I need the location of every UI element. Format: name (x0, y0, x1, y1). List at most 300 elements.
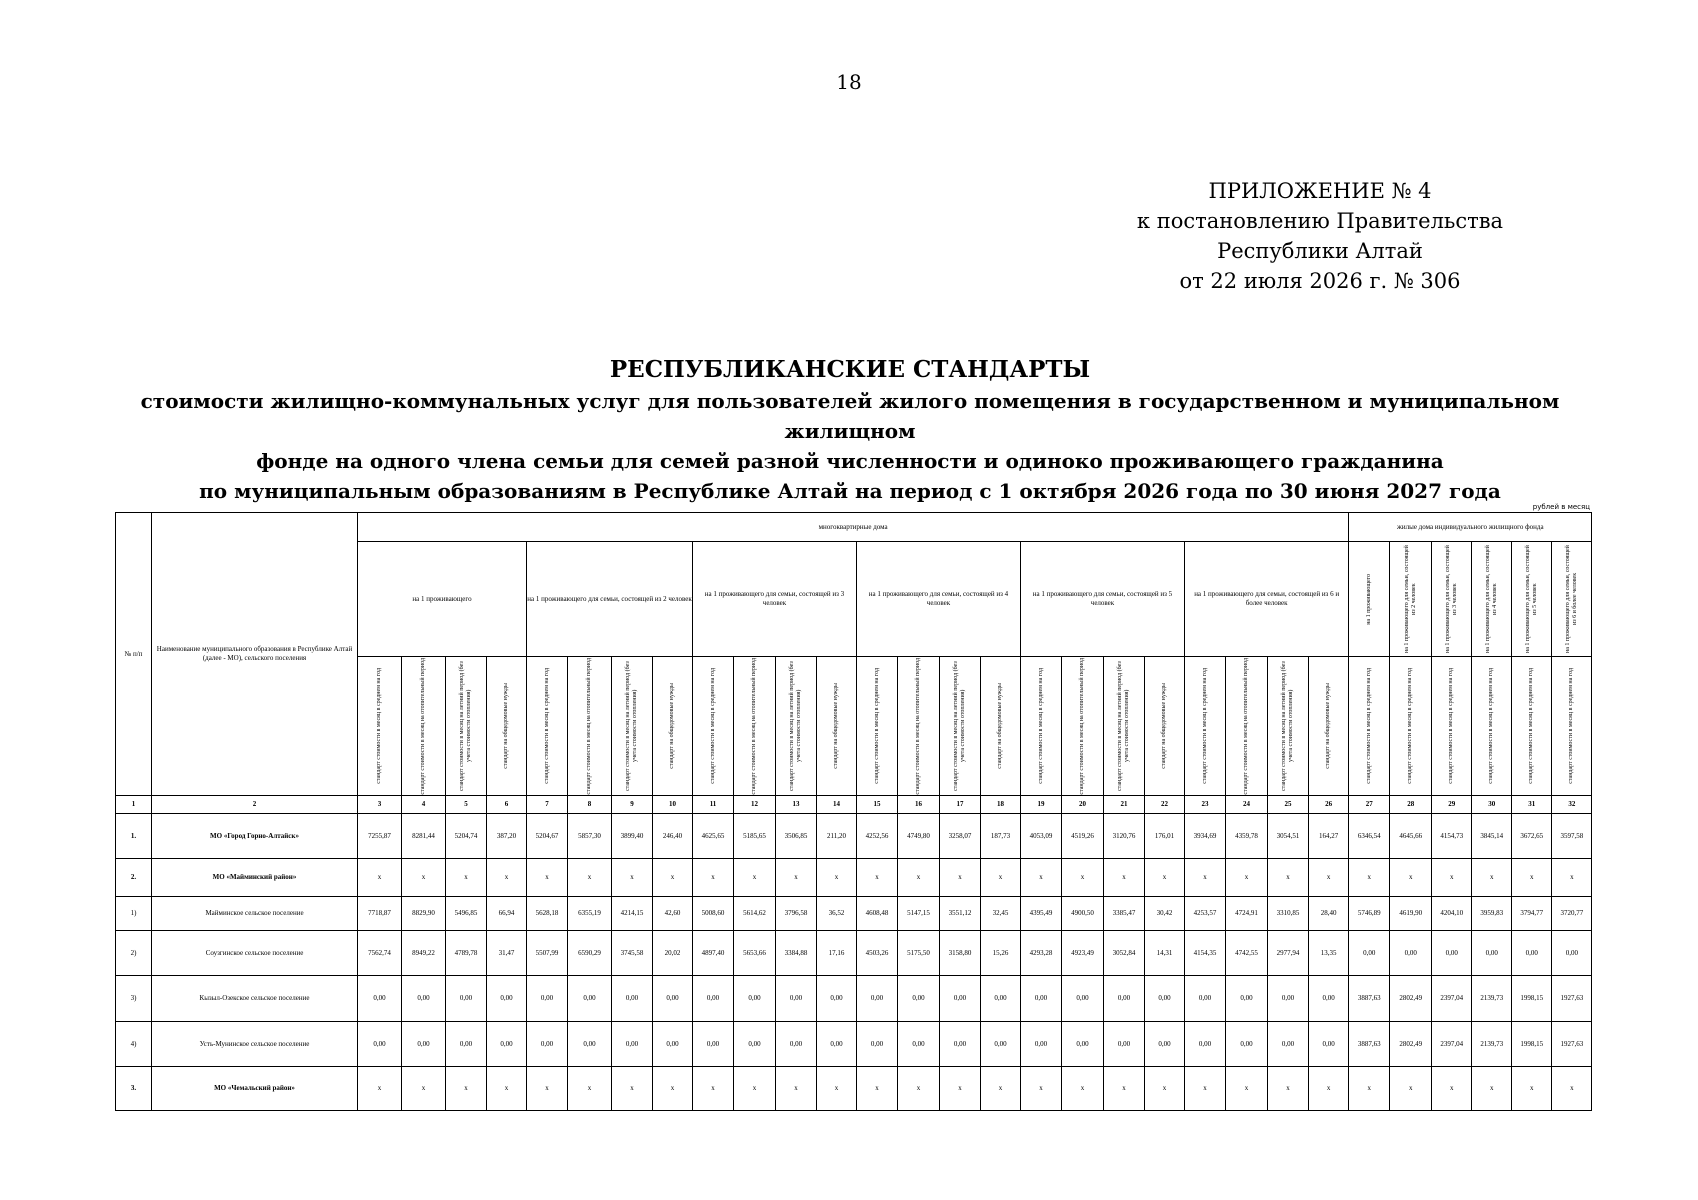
cell-value: 0,00 (1565, 948, 1578, 957)
cell-value: 0,00 (583, 994, 596, 1002)
cell-value: x (1286, 873, 1290, 881)
table-cell (1552, 897, 1592, 931)
cell-value: 387,20 (496, 831, 517, 840)
table-cell (653, 976, 693, 1022)
cell-value: 5204,67 (535, 831, 559, 840)
cell-value: 3887,63 (1357, 994, 1381, 1002)
table-cell (402, 1022, 446, 1067)
table-cell (1226, 1067, 1268, 1111)
cell-value: 0,00 (540, 1039, 554, 1048)
table-cell (358, 976, 402, 1022)
row-name: Соузгинское сельское поселение (152, 931, 358, 976)
cell-value: 1927,63 (1560, 994, 1584, 1002)
table-cell (898, 976, 940, 1022)
cell-value: 15,26 (992, 948, 1009, 957)
table-cell (612, 931, 653, 976)
cell-value: 0,00 (500, 994, 513, 1002)
cell-value: 0,00 (830, 994, 843, 1002)
table-cell (568, 931, 612, 976)
header-subcolumn-label: стандарт стоимости в месяц на летний период (без учета стоимости отопления) (625, 661, 638, 791)
cell-value: 0,00 (1363, 948, 1376, 957)
table-cell (1268, 1022, 1309, 1067)
cell-value: 0,00 (953, 994, 967, 1002)
header-group (527, 542, 693, 657)
header-num: № п/п (116, 513, 152, 796)
table-cell (1512, 897, 1552, 931)
cell-value: 4897,40 (701, 948, 725, 957)
header-subcolumn-label: стандарт стоимости в месяц в среднем на год (543, 668, 550, 784)
table-cell (940, 897, 981, 931)
header-private-group-label: на 1 проживающего для семьи, состоящей из 5 человек (1524, 545, 1538, 653)
cell-value: 0,00 (373, 994, 386, 1002)
cell-value: x (1409, 1084, 1413, 1092)
table-cell (1390, 859, 1432, 897)
header-group-label: на 1 проживающего для семьи, состоящей из 5 человек (1032, 590, 1173, 607)
cell-value: x (998, 1084, 1003, 1092)
cell-value: 3934,69 (1193, 831, 1217, 840)
header-subcolumn-label: стандарт стоимости в месяц на летний период (без учета стоимости отопления) (1117, 661, 1130, 791)
table-cell (1104, 1022, 1145, 1067)
table-cell (693, 859, 734, 897)
header-private-subcolumn (1390, 657, 1432, 796)
table-cell (817, 1022, 857, 1067)
header-subcolumn-label: стандарт на общедомовые нужды (833, 683, 839, 769)
column-number: 22 (1145, 796, 1185, 814)
cell-value: 0,00 (625, 1039, 639, 1048)
table-cell (612, 897, 653, 931)
table-cell (776, 931, 817, 976)
cell-value: 4395,49 (1029, 909, 1053, 917)
cell-value: x (794, 873, 798, 881)
cell-value: x (1570, 873, 1574, 881)
table-cell (734, 931, 776, 976)
cell-value: x (958, 1084, 962, 1092)
header-private-subcolumn (1512, 657, 1552, 796)
cell-value: 0,00 (1076, 1039, 1089, 1048)
table-cell (981, 931, 1021, 976)
column-number: 2 (152, 796, 358, 814)
cell-value: 4923,49 (1071, 948, 1094, 957)
cell-value: 0,00 (870, 994, 884, 1002)
header-subcolumn-label: стандарт стоимости в месяц на летний период (без учета стоимости отопления) (953, 661, 966, 791)
table-cell (1309, 1022, 1349, 1067)
cell-value: 0,00 (1240, 994, 1253, 1002)
cell-value: 0,00 (1445, 948, 1458, 957)
table-cell (1062, 1067, 1104, 1111)
cell-value: 0,00 (748, 1039, 761, 1048)
cell-value: 4619,90 (1399, 909, 1423, 917)
table-cell (1432, 814, 1472, 859)
row-name: МО «Майминский район» (152, 859, 358, 897)
cell-value: x (1162, 1084, 1167, 1092)
header-subcolumn (358, 657, 402, 796)
appendix-block (1100, 176, 1540, 296)
table-cell (612, 814, 653, 859)
column-number: 31 (1512, 796, 1552, 814)
cell-value: x (752, 873, 757, 881)
column-number: 11 (693, 796, 734, 814)
table-cell (1472, 859, 1512, 897)
cell-value: 0,00 (953, 1039, 967, 1048)
cell-value: 246,40 (662, 831, 683, 840)
cell-value: x (464, 873, 468, 881)
cell-value: x (630, 1084, 634, 1092)
header-subcolumn-label: стандарт на общедомовые нужды (1161, 683, 1167, 769)
table-cell (1104, 976, 1145, 1022)
cell-value: x (958, 873, 962, 881)
cell-value: x (1530, 873, 1534, 881)
header-subcolumn-label: стандарт стоимости в месяц в среднем на год (376, 668, 382, 784)
cell-value: 0,00 (789, 1039, 803, 1048)
table-cell (402, 859, 446, 897)
cell-value: 3551,12 (948, 909, 972, 917)
table-cell (1104, 931, 1145, 976)
cell-value: 2977,94 (1276, 948, 1300, 957)
header-subcolumn-label: стандарт стоимости в месяц на отопительный период (915, 657, 921, 795)
cell-value: x (1570, 1084, 1574, 1092)
column-number: 19 (1021, 796, 1062, 814)
row-name: МО «Чемальский район» (152, 1067, 358, 1111)
table-cell (1021, 814, 1062, 859)
table-cell (1145, 897, 1185, 931)
table-cell (1349, 976, 1390, 1022)
cell-value: 4053,09 (1029, 831, 1053, 840)
cell-value: 4154,73 (1440, 831, 1464, 840)
table-cell (1268, 897, 1309, 931)
header-private-group (1432, 542, 1472, 657)
cell-value: x (794, 1084, 798, 1092)
cell-value: x (1203, 1084, 1207, 1092)
cell-value: 0,00 (789, 994, 803, 1002)
cell-value: 0,00 (1281, 1039, 1295, 1048)
header-subcolumn-label: стандарт стоимости в месяц в среднем на год (1201, 668, 1208, 784)
table-cell (1185, 931, 1226, 976)
cell-value: 2139,73 (1480, 1039, 1504, 1048)
cell-value: x (1080, 1084, 1085, 1092)
cell-value: 4625,65 (701, 831, 725, 840)
header-subcolumn (1145, 657, 1185, 796)
cell-value: x (834, 873, 839, 881)
column-number: 32 (1552, 796, 1592, 814)
table-cell (1145, 814, 1185, 859)
table-cell (940, 1022, 981, 1067)
table-cell (1185, 859, 1226, 897)
cell-value: 3887,63 (1357, 1039, 1381, 1048)
cell-value: 0,00 (1240, 1039, 1253, 1048)
cell-value: x (875, 873, 879, 881)
column-number: 27 (1349, 796, 1390, 814)
header-row-1 (116, 513, 1592, 542)
header-subcolumn-label: стандарт стоимости в месяц в среднем на год (1037, 668, 1044, 784)
cell-value: 0,00 (1117, 1039, 1131, 1048)
table-cell (734, 1067, 776, 1111)
table-cell (693, 1067, 734, 1111)
table-cell (1472, 976, 1512, 1022)
cell-value: 5507,99 (535, 948, 559, 957)
header-subcolumn (940, 657, 981, 796)
cell-value: x (504, 1084, 509, 1092)
header-group (857, 542, 1021, 657)
table-cell (981, 814, 1021, 859)
cell-value: 0,00 (748, 994, 761, 1002)
table-cell (1349, 814, 1390, 859)
table-cell (981, 897, 1021, 931)
header-subcolumn-label: стандарт на общедомовые нужды (503, 683, 509, 769)
table-cell (1552, 859, 1592, 897)
table-cell (1062, 1022, 1104, 1067)
table-cell (693, 897, 734, 931)
table-cell (1104, 1067, 1145, 1111)
cell-value: 0,00 (459, 1039, 473, 1048)
title-main: РЕСПУБЛИКАНСКИЕ СТАНДАРТЫ (609, 356, 1091, 383)
table-cell (527, 931, 568, 976)
cell-value: 5204,74 (454, 831, 478, 840)
table-cell (1185, 814, 1226, 859)
header-subcolumn (1185, 657, 1226, 796)
table-row (116, 859, 1592, 897)
column-number: 16 (898, 796, 940, 814)
row-name: МО «Город Горно-Алтайск» (152, 814, 358, 859)
cell-value: x (1203, 873, 1207, 881)
header-private-group (1552, 542, 1592, 657)
table-cell (1552, 976, 1592, 1022)
cell-value: 0,00 (625, 994, 639, 1002)
header-subcolumn-label: стандарт стоимости в месяц на летний период (без учета стоимости отопления) (789, 661, 802, 791)
table-cell (776, 897, 817, 931)
table-cell (981, 859, 1021, 897)
table-cell (487, 814, 527, 859)
table-cell (446, 859, 487, 897)
table-cell (1349, 1067, 1390, 1111)
column-number: 12 (734, 796, 776, 814)
cell-value: 3158,80 (948, 948, 972, 957)
cell-value: x (875, 1084, 879, 1092)
table-cell (1390, 897, 1432, 931)
table-cell (527, 897, 568, 931)
table-cell (1390, 976, 1432, 1022)
table-cell (446, 1067, 487, 1111)
header-subcolumn-label: стандарт стоимости в месяц в среднем на год (709, 668, 716, 784)
table-cell (898, 814, 940, 859)
cell-value: x (1122, 1084, 1126, 1092)
table-cell (1145, 931, 1185, 976)
table-cell (487, 1022, 527, 1067)
cell-value: 4645,66 (1399, 831, 1423, 840)
cell-value: 0,00 (583, 1039, 596, 1048)
table-cell (358, 897, 402, 931)
cell-value: 1927,63 (1560, 1039, 1584, 1048)
table-cell (857, 814, 898, 859)
cell-value: 0,00 (540, 994, 554, 1002)
table-cell (653, 1022, 693, 1067)
cell-value: 4359,78 (1235, 831, 1258, 840)
table-cell (1432, 931, 1472, 976)
column-number: 24 (1226, 796, 1268, 814)
table-cell (358, 814, 402, 859)
cell-value: 3672,65 (1520, 831, 1544, 840)
cell-value: 5653,66 (743, 948, 766, 957)
table-cell (734, 897, 776, 931)
table-cell (734, 814, 776, 859)
cell-value: 3899,40 (620, 831, 644, 840)
table-cell (653, 931, 693, 976)
table-cell (487, 897, 527, 931)
cell-value: x (421, 873, 426, 881)
header-subcolumn-label: стандарт стоимости в месяц на отопительный период (1079, 657, 1085, 795)
header-private-group (1472, 542, 1512, 657)
cell-value: 4503,26 (865, 948, 889, 957)
header-private-group (1390, 542, 1432, 657)
table-row (116, 1067, 1592, 1111)
table-cell (612, 1067, 653, 1111)
table-cell (1145, 1067, 1185, 1111)
header-subcolumn (653, 657, 693, 796)
header-column-numbers (116, 796, 1592, 814)
cell-value: 3745,58 (620, 948, 644, 957)
cell-value: x (1490, 1084, 1494, 1092)
header-group (358, 542, 527, 657)
cell-value: x (1122, 873, 1126, 881)
table-cell (487, 976, 527, 1022)
column-number: 14 (817, 796, 857, 814)
table-cell (1185, 1067, 1226, 1111)
table-cell (1268, 931, 1309, 976)
table-cell (940, 1067, 981, 1111)
header-subcolumn-label: стандарт стоимости в месяц на отопительный период (586, 657, 592, 795)
cell-value: 66,94 (498, 909, 515, 917)
table-cell (857, 931, 898, 976)
table-cell (857, 1067, 898, 1111)
row-number: 4) (116, 1022, 152, 1067)
table-cell (1432, 859, 1472, 897)
cell-value: 3054,51 (1276, 831, 1300, 840)
table-cell (817, 1067, 857, 1111)
table-cell (612, 976, 653, 1022)
table-cell (1309, 897, 1349, 931)
row-name: Кызыл-Озекское сельское поселение (152, 976, 358, 1022)
header-subcolumn-label: стандарт стоимости в месяц на отопительный период (420, 657, 426, 795)
cell-value: x (752, 1084, 757, 1092)
table-cell (527, 976, 568, 1022)
table-cell (734, 859, 776, 897)
cell-value: x (1244, 873, 1249, 881)
table-cell (1552, 1067, 1592, 1111)
table-cell (568, 859, 612, 897)
table-cell (1432, 976, 1472, 1022)
cell-value: 164,27 (1319, 831, 1339, 840)
table-cell (446, 976, 487, 1022)
table-cell (693, 931, 734, 976)
cell-value: x (1450, 1084, 1454, 1092)
appendix-date: от 22 июля 2026 г. № 306 (1179, 269, 1461, 293)
cell-value: 0,00 (1117, 994, 1131, 1002)
row-number: 1) (116, 897, 152, 931)
cell-value: x (421, 1084, 426, 1092)
cell-value: 20,02 (664, 948, 681, 957)
cell-value: x (1326, 1084, 1331, 1092)
table-cell (1185, 976, 1226, 1022)
table-cell (568, 814, 612, 859)
table-cell (1021, 1022, 1062, 1067)
table-cell (1472, 931, 1512, 976)
table-cell (1472, 814, 1512, 859)
table-cell (1432, 1067, 1472, 1111)
cell-value: 5614,62 (743, 909, 766, 917)
table-cell (817, 814, 857, 859)
cell-value: x (545, 873, 549, 881)
table-cell (693, 1022, 734, 1067)
header-subcolumn-label: стандарт стоимости в месяц на отопительный период (1243, 657, 1249, 795)
header-subcolumn (487, 657, 527, 796)
cell-value: 0,00 (1198, 994, 1212, 1002)
row-number: 2) (116, 931, 152, 976)
header-private-group-label: на 1 проживающего (1365, 573, 1372, 625)
cell-value: 5857,30 (578, 831, 601, 840)
header-subcolumn (1104, 657, 1145, 796)
table-cell (898, 897, 940, 931)
header-subcolumn-label: стандарт стоимости в месяц на отопительный период (751, 657, 757, 795)
table-cell (1309, 814, 1349, 859)
header-group (1185, 542, 1349, 657)
table-cell (1021, 931, 1062, 976)
table-cell (1512, 1067, 1552, 1111)
column-number: 18 (981, 796, 1021, 814)
cell-value: 5008,60 (701, 909, 725, 917)
table-cell (1472, 897, 1512, 931)
table-cell (1104, 859, 1145, 897)
cell-value: 0,00 (1158, 1039, 1171, 1048)
cell-value: x (504, 873, 509, 881)
header-subcolumn (857, 657, 898, 796)
row-name: Майминское сельское поселение (152, 897, 358, 931)
table-row (116, 931, 1592, 976)
cell-value: 0,00 (912, 1039, 925, 1048)
table-cell (817, 897, 857, 931)
cell-value: x (711, 873, 715, 881)
cell-value: 5746,89 (1357, 909, 1381, 917)
column-number: 23 (1185, 796, 1226, 814)
table-cell (817, 931, 857, 976)
cell-value: 4724,91 (1235, 909, 1258, 917)
cell-value: x (377, 1084, 382, 1092)
table-cell (1432, 897, 1472, 931)
table-cell (940, 859, 981, 897)
table-row (116, 814, 1592, 859)
header-private-subcolumn (1472, 657, 1512, 796)
cell-value: 211,20 (827, 831, 846, 840)
cell-value: x (1039, 1084, 1043, 1092)
cell-value: 0,00 (1404, 948, 1417, 957)
table-cell (1185, 897, 1226, 931)
cell-value: 0,00 (1034, 1039, 1048, 1048)
column-number: 7 (527, 796, 568, 814)
cell-value: 0,00 (1322, 994, 1335, 1002)
table-cell (446, 897, 487, 931)
table-cell (568, 1022, 612, 1067)
cell-value: x (670, 1084, 675, 1092)
column-number: 21 (1104, 796, 1145, 814)
table-cell (446, 931, 487, 976)
table-cell (776, 859, 817, 897)
cell-value: 6346,54 (1357, 831, 1381, 840)
header-group-label: на 1 проживающего для семьи, состоящей из 6 и более человек (1194, 590, 1340, 607)
cell-value: 5628,18 (535, 909, 559, 917)
table-cell (1349, 931, 1390, 976)
cell-value: x (630, 873, 634, 881)
cell-value: 0,00 (706, 1039, 720, 1048)
cell-value: 4252,56 (865, 831, 889, 840)
standards-table (115, 512, 1592, 1111)
